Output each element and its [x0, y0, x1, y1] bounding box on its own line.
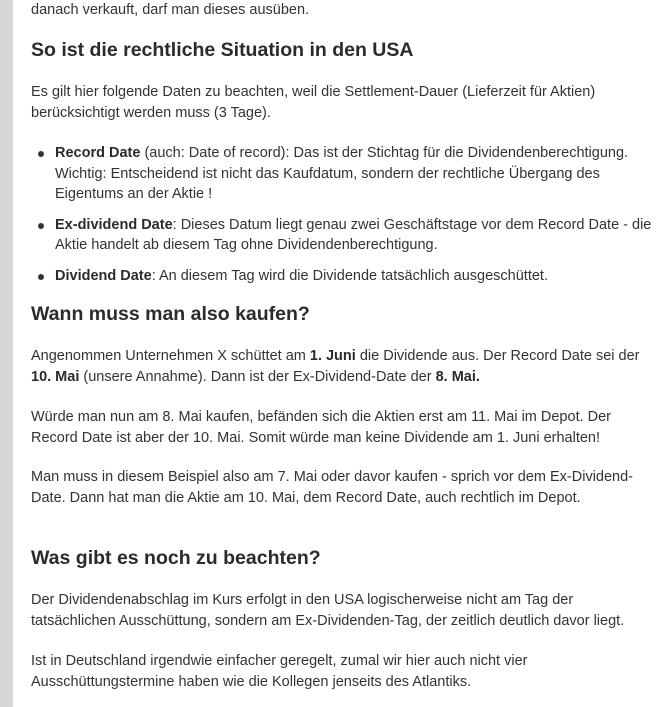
paragraph-buy-conclusion: Man muss in diesem Beispiel also am 7. Mai oder davor kaufen - sprich vor dem Ex-Dividend-Date. Dann hat man die Aktie am 10. Mai, dem Record Date, auch rechtlich im Depot. — [31, 469, 633, 506]
date-definitions-list — [31, 143, 653, 296]
heading-when-to-buy: Wann muss man also kaufen? — [31, 303, 310, 325]
paragraph-buy-consequence: Würde man nun am 8. Mai kaufen, befänden sich die Aktien erst am 11. Mai im Depot. Der Record Date ist aber der 10. Mai. Somit würde man keine Dividende am 1. Juni erhalten! — [31, 409, 612, 446]
paragraph-buy-example — [31, 346, 653, 387]
text-segment: die Dividende aus. Der Record Date sei der — [355, 348, 640, 364]
bold-date-may-8: 8. Mai. — [435, 368, 480, 385]
list-item-record-date — [55, 143, 653, 205]
bold-date-june-1: 1. Juni — [309, 348, 356, 364]
term-record-date: Record Date — [55, 145, 141, 161]
heading-usa-situation: So ist die rechtliche Situation in den USA — [31, 39, 414, 61]
paragraph-dividend-markdown: Der Dividendenabschlag im Kurs erfolgt in den USA logischerweise nicht am Tag der tatsächlichen Ausschüttung, sondern am Ex-Dividenden-Tag, der zeitlich deutlich davor liegt. — [31, 592, 625, 629]
bold-date-may-10: 10. Mai — [31, 368, 80, 385]
term-dividend-date: Dividend Date — [55, 267, 152, 284]
text-record-date: (auch: Date of record): Das ist der Stichtag für die Dividendenberechtigung. Wichtig: Entscheidend ist nicht das Kaufdatum, sondern der rechtliche Übergang des Eigentums an der Aktie ! — [55, 145, 629, 202]
text-ex-dividend-date: : Dieses Datum liegt genau zwei Geschäftstage vor dem Record Date - die Aktie handelt ab diesem Tag ohne Dividendenberechtigung. — [55, 216, 652, 253]
list-item-ex-dividend-date — [55, 215, 653, 256]
page-left-border — [0, 0, 13, 707]
paragraph-intro-end: danach verkauft, darf man dieses ausüben. — [31, 2, 310, 18]
text-segment: (unsere Annahme). Dann ist der Ex-Dividend-Date der — [79, 368, 436, 385]
term-ex-dividend-date: Ex-dividend Date — [55, 216, 173, 233]
list-item-dividend-date — [55, 266, 653, 287]
paragraph-usa-intro: Es gilt hier folgende Daten zu beachten, weil die Settlement-Dauer (Lieferzeit für Aktien) berücksichtigt werden muss (3 Tage). — [31, 84, 596, 121]
text-dividend-date: : An diesem Tag wird die Dividende tatsächlich ausgeschüttet. — [151, 267, 548, 284]
heading-further-notes: Was gibt es noch zu beachten? — [31, 547, 321, 569]
paragraph-germany-comparison: Ist in Deutschland irgendwie einfacher geregelt, zumal wir hier auch nicht vier Ausschüttungstermine haben wie die Kollegen jenseits des Atlantiks. — [31, 653, 528, 690]
text-segment: Angenommen Unternehmen X schüttet am — [31, 348, 310, 364]
